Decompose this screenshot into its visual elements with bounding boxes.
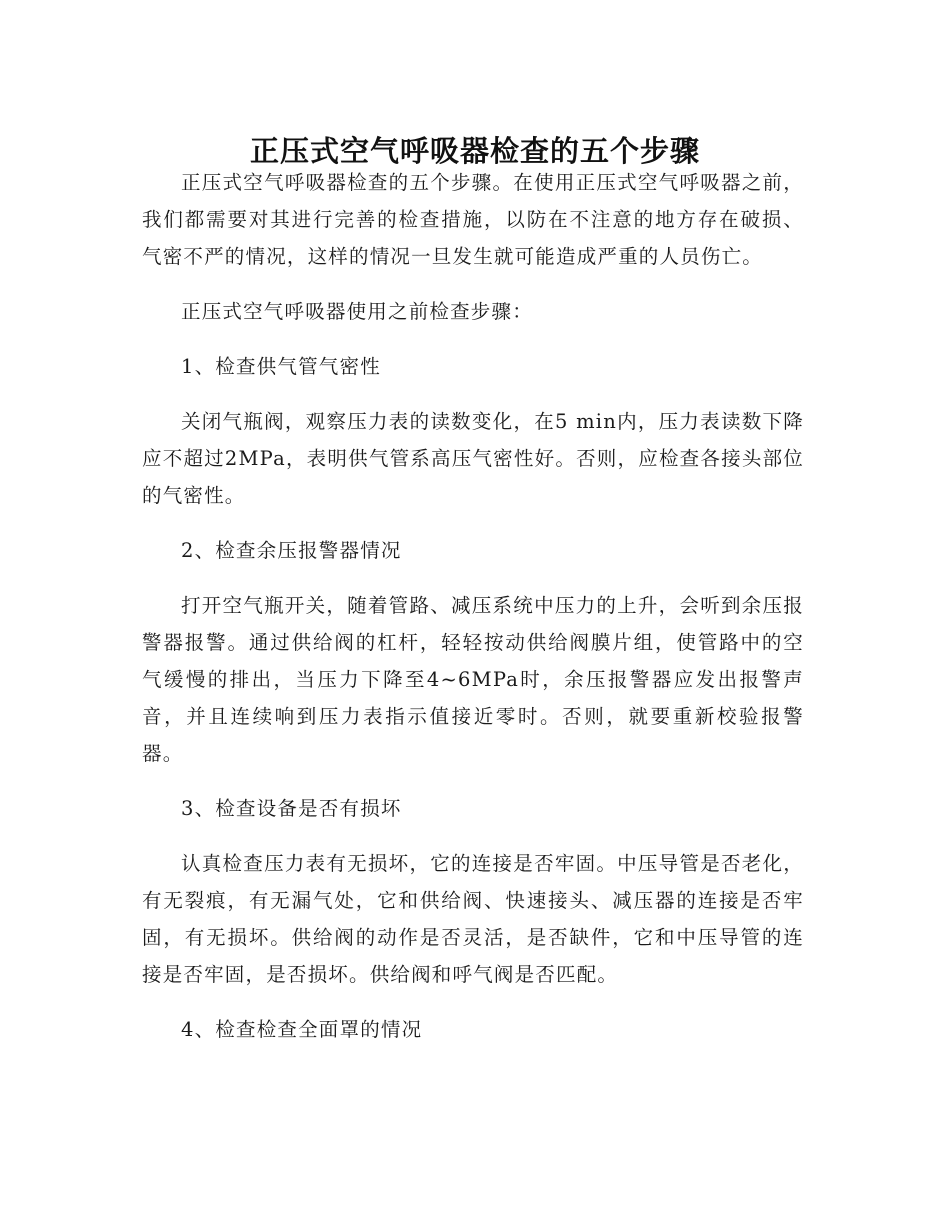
document-title: 正压式空气呼吸器检查的五个步骤 (249, 134, 700, 169)
section-heading-3: 3、检查设备是否有损坏 (181, 797, 402, 820)
section-heading-2: 2、检查余压报警器情况 (181, 539, 402, 562)
section-body-1: 关闭气瓶阀，观察压力表的读数变化，在5 min内，压力表读数下降应不超过2MPa，表明供气管系高压气密性好。否则，应检查各接头部位的气密性。 (142, 410, 804, 507)
steps-subtitle: 正压式空气呼吸器使用之前检查步骤： (181, 300, 533, 323)
intro-paragraph: 正压式空气呼吸器检查的五个步骤。在使用正压式空气呼吸器之前，我们都需要对其进行完善的检查措施，以防在不注意的地方存在破损、气密不严的情况，这样的情况一旦发生就可能造成严重的人员伤亡。 (142, 171, 804, 268)
section-body-3: 认真检查压力表有无损坏，它的连接是否牢固。中压导管是否老化，有无裂痕，有无漏气处，它和供给阀、快速接头、减压器的连接是否牢固，有无损坏。供给阀的动作是否灵活，是否缺件，它和中压导管的连接是否牢固，是否损坏。供给阀和呼气阀是否匹配。 (142, 852, 804, 986)
document-body (142, 164, 804, 1066)
section-heading-4: 4、检查检查全面罩的情况 (181, 1018, 423, 1041)
section-heading-1: 1、检查供气管气密性 (181, 355, 381, 378)
section-body-2: 打开空气瓶开关，随着管路、减压系统中压力的上升，会听到余压报警器报警。通过供给阀的杠杆，轻轻按动供给阀膜片组，使管路中的空气缓慢的排出，当压力下降至4~6MPa时，余压报警器应发出报警声音，并且连续响到压力表指示值接近零时。否则，就要重新校验报警器。 (142, 594, 804, 765)
